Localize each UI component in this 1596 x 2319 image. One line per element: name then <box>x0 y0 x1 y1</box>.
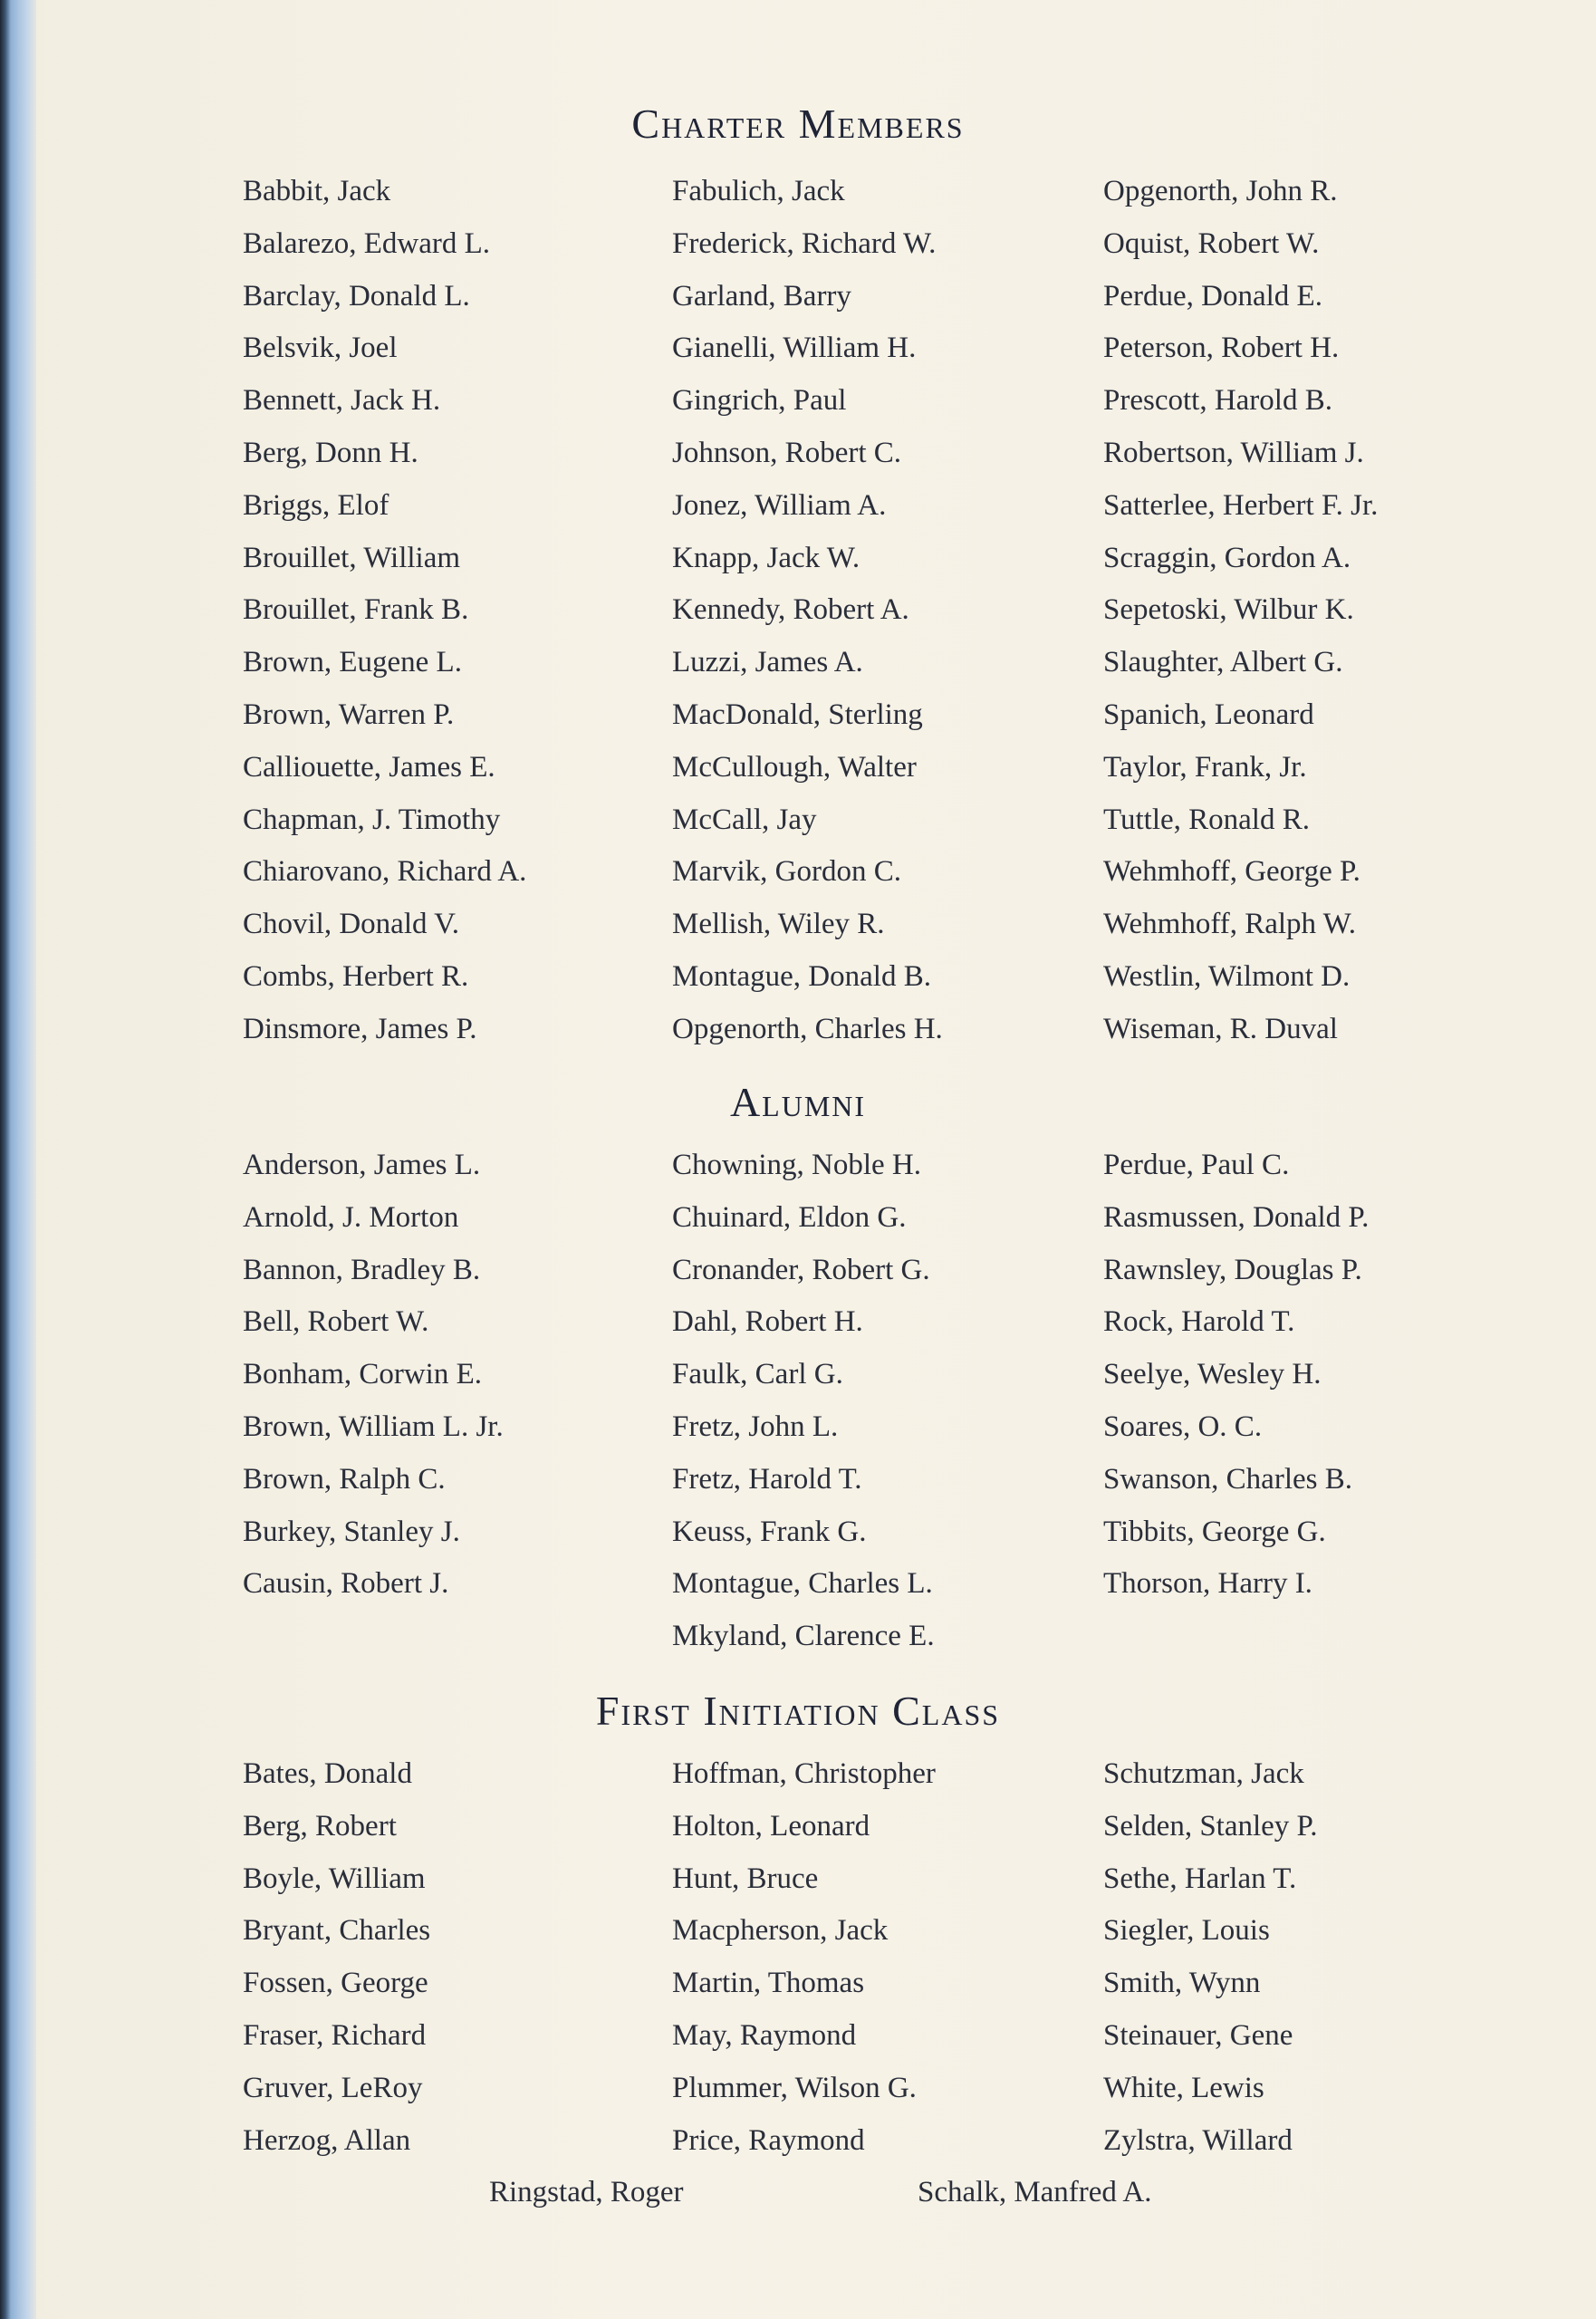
member-name: Chowning, Noble H. <box>672 1149 921 1181</box>
member-name: Faulk, Carl G. <box>672 1358 843 1391</box>
member-name: Burkey, Stanley J. <box>243 1515 460 1548</box>
member-name: Scraggin, Gordon A. <box>1103 541 1351 574</box>
member-name: Gingrich, Paul <box>672 384 847 418</box>
member-name: Balarezo, Edward L. <box>243 226 491 260</box>
member-name: Thorson, Harry I. <box>1103 1567 1312 1601</box>
member-name: Steinauer, Gene <box>1103 2018 1293 2052</box>
member-name: Fraser, Richard <box>243 2018 427 2052</box>
member-name: MacDonald, Sterling <box>672 698 923 731</box>
member-name: Montague, Donald B. <box>672 959 931 993</box>
member-name: Herzog, Allan <box>243 2123 411 2157</box>
member-name: Peterson, Robert H. <box>1103 332 1340 365</box>
first-initiation-column-2 <box>672 1748 936 2167</box>
member-name: Brouillet, Frank B. <box>243 593 469 627</box>
member-name: Marvik, Gordon C. <box>672 855 901 889</box>
member-name: Brown, William L. Jr. <box>243 1410 504 1443</box>
member-name: Chuinard, Eldon G. <box>672 1200 907 1234</box>
first-initiation-extra-name: Ringstad, Roger <box>489 2176 684 2208</box>
member-name: Schutzman, Jack <box>1103 1757 1304 1790</box>
member-name: Rasmussen, Donald P. <box>1103 1200 1370 1234</box>
member-name: McCullough, Walter <box>672 750 917 784</box>
member-name: Price, Raymond <box>672 2123 865 2157</box>
member-name: Gruver, LeRoy <box>243 2071 423 2104</box>
member-name: Bennett, Jack H. <box>243 384 441 418</box>
member-name: Hunt, Bruce <box>672 1862 819 1895</box>
member-name: Anderson, James L. <box>243 1149 481 1181</box>
member-name: Wehmhoff, George P. <box>1103 855 1360 889</box>
alumni-column-2 <box>672 1140 935 1663</box>
page-binding-edge <box>0 0 36 2319</box>
member-name: Hoffman, Christopher <box>672 1757 936 1790</box>
member-name: Dahl, Robert H. <box>672 1305 863 1339</box>
member-name: Chapman, J. Timothy <box>243 803 501 836</box>
member-name: Wehmhoff, Ralph W. <box>1103 908 1357 941</box>
member-name: Smith, Wynn <box>1103 1967 1261 2000</box>
member-name: Johnson, Robert C. <box>672 436 902 469</box>
member-name: Siegler, Louis <box>1103 1914 1270 1948</box>
member-name: Briggs, Elof <box>243 488 389 522</box>
member-name: Soares, O. C. <box>1103 1410 1263 1443</box>
member-name: Frederick, Richard W. <box>672 226 937 260</box>
member-name: Luzzi, James A. <box>672 646 863 679</box>
member-name: Fretz, Harold T. <box>672 1462 862 1496</box>
first-initiation-column-3 <box>1103 1748 1318 2167</box>
alumni-column-3 <box>1103 1140 1369 1611</box>
member-name: Rawnsley, Douglas P. <box>1103 1253 1362 1286</box>
first-initiation-extra-name: Schalk, Manfred A. <box>918 2176 1152 2208</box>
charter-members-column-2 <box>672 166 943 1056</box>
member-name: Spanich, Leonard <box>1103 698 1314 731</box>
member-name: Westlin, Wilmont D. <box>1103 959 1351 993</box>
member-name: Opgenorth, John R. <box>1103 175 1338 207</box>
member-name: Mellish, Wiley R. <box>672 908 885 941</box>
member-name: Bryant, Charles <box>243 1914 431 1948</box>
member-name: White, Lewis <box>1103 2071 1264 2104</box>
member-name: Dinsmore, James P. <box>243 1012 477 1045</box>
member-name: Kennedy, Robert A. <box>672 593 909 627</box>
charter-members-column-1 <box>243 166 526 1056</box>
member-name: Wiseman, R. Duval <box>1103 1012 1338 1045</box>
member-name: Robertson, William J. <box>1103 436 1364 469</box>
member-name: Taylor, Frank, Jr. <box>1103 750 1307 784</box>
member-name: Brouillet, William <box>243 541 461 574</box>
member-name: Bannon, Bradley B. <box>243 1253 481 1286</box>
member-name: Brown, Ralph C. <box>243 1462 446 1496</box>
alumni-heading: Alumni <box>729 1079 867 1125</box>
member-name: Cronander, Robert G. <box>672 1253 930 1286</box>
member-name: Berg, Robert <box>243 1809 397 1843</box>
member-name: Barclay, Donald L. <box>243 279 470 313</box>
first-initiation-class-heading: First Initiation Class <box>595 1688 1001 1734</box>
member-name: Satterlee, Herbert F. Jr. <box>1103 488 1379 522</box>
member-name: Plummer, Wilson G. <box>672 2071 917 2104</box>
member-name: Sepetoski, Wilbur K. <box>1103 593 1354 627</box>
member-name: Tuttle, Ronald R. <box>1103 803 1310 836</box>
member-name: Opgenorth, Charles H. <box>672 1012 943 1045</box>
member-name: Brown, Eugene L. <box>243 646 462 679</box>
member-name: Combs, Herbert R. <box>243 959 469 993</box>
member-name: Oquist, Robert W. <box>1103 226 1320 260</box>
member-name: Martin, Thomas <box>672 1967 865 2000</box>
member-name: May, Raymond <box>672 2018 857 2052</box>
member-name: Perdue, Donald E. <box>1103 279 1322 313</box>
member-name: Knapp, Jack W. <box>672 541 860 574</box>
member-name: Mkyland, Clarence E. <box>672 1620 935 1653</box>
member-name: Chiarovano, Richard A. <box>243 855 527 889</box>
member-name: Slaughter, Albert G. <box>1103 646 1343 679</box>
member-name: Zylstra, Willard <box>1103 2123 1293 2157</box>
charter-members-heading: Charter Members <box>631 101 965 147</box>
first-initiation-column-1 <box>243 1748 430 2167</box>
member-name: Jonez, William A. <box>672 488 887 522</box>
member-name: Holton, Leonard <box>672 1809 870 1843</box>
member-name: Gianelli, William H. <box>672 332 917 365</box>
member-name: Perdue, Paul C. <box>1103 1149 1290 1181</box>
charter-members-column-3 <box>1103 166 1378 1056</box>
member-name: Bates, Donald <box>243 1757 412 1790</box>
member-name: Selden, Stanley P. <box>1103 1809 1318 1843</box>
member-name: Fretz, John L. <box>672 1410 839 1443</box>
member-name: Causin, Robert J. <box>243 1567 449 1601</box>
member-name: Bell, Robert W. <box>243 1305 429 1339</box>
member-name: Seelye, Wesley H. <box>1103 1358 1322 1391</box>
member-name: Berg, Donn H. <box>243 436 418 469</box>
member-name: Sethe, Harlan T. <box>1103 1862 1297 1895</box>
member-name: Boyle, William <box>243 1862 426 1895</box>
member-name: Brown, Warren P. <box>243 698 455 731</box>
alumni-column-1 <box>243 1140 504 1611</box>
member-name: Swanson, Charles B. <box>1103 1462 1352 1496</box>
member-name: Babbit, Jack <box>243 175 391 207</box>
member-name: Montague, Charles L. <box>672 1567 933 1601</box>
member-name: Arnold, J. Morton <box>243 1200 459 1234</box>
member-name: Calliouette, James E. <box>243 750 495 784</box>
member-name: Macpherson, Jack <box>672 1914 889 1948</box>
member-name: Bonham, Corwin E. <box>243 1358 482 1391</box>
member-name: Tibbits, George G. <box>1103 1515 1326 1548</box>
member-name: Prescott, Harold B. <box>1103 384 1332 418</box>
member-name: Belsvik, Joel <box>243 332 398 365</box>
member-name: Rock, Harold T. <box>1103 1305 1295 1339</box>
member-name: Fossen, George <box>243 1967 428 2000</box>
member-name: Fabulich, Jack <box>672 175 845 207</box>
member-name: Keuss, Frank G. <box>672 1515 867 1548</box>
member-name: Chovil, Donald V. <box>243 908 459 941</box>
member-name: Garland, Barry <box>672 279 851 313</box>
member-name: McCall, Jay <box>672 803 817 836</box>
